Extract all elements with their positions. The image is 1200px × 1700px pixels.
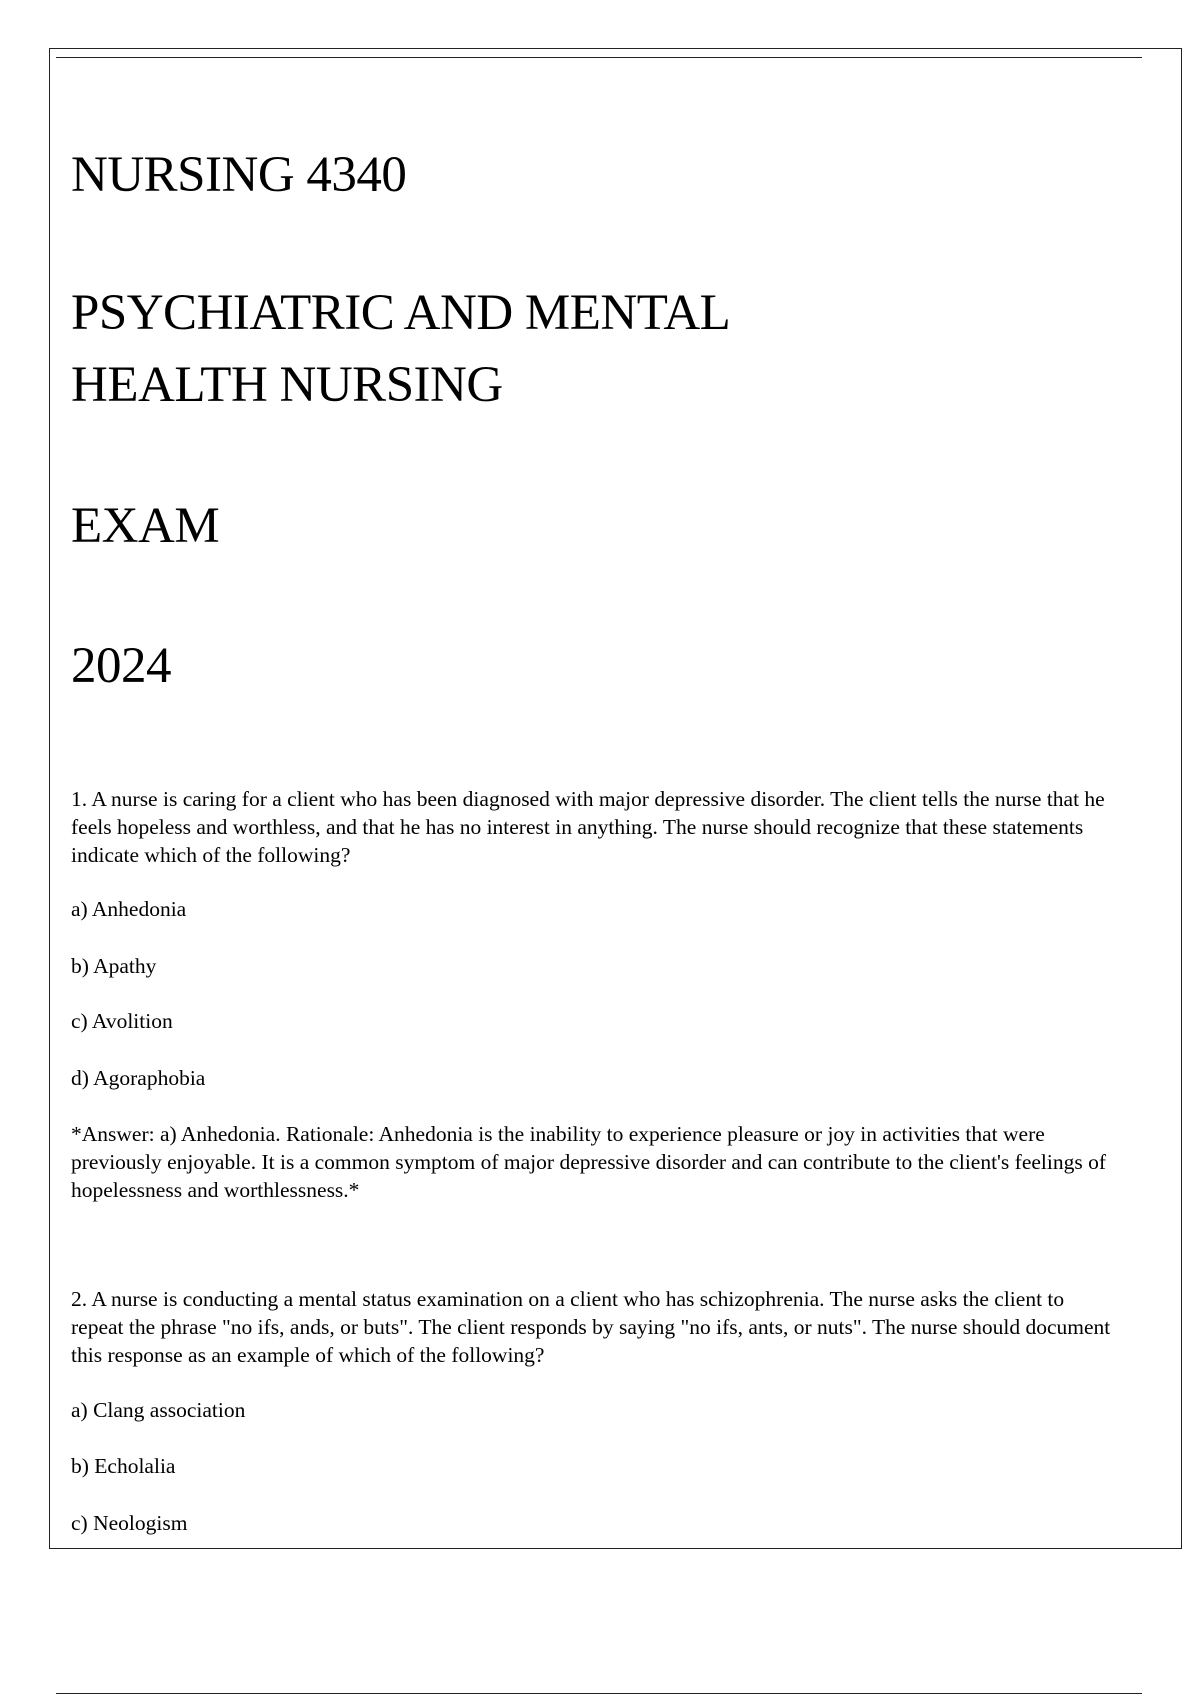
course-number: NURSING 4340 <box>71 147 407 203</box>
question-1-text: 1. A nurse is caring for a client who has been diagnosed with major depressive disorder. The client tells the nurse that he feels hopeless and worthless, and that he has no interest in anything. The nurse should recognize that these statements indicate which of the following? <box>71 787 1105 867</box>
question-2-option-b: b) Echolalia <box>71 1454 176 1478</box>
footer-rule <box>56 1693 1142 1694</box>
question-1-option-c: c) Avolition <box>71 1009 173 1033</box>
question-2-option-c: c) Neologism <box>71 1511 188 1535</box>
exam-year: 2024 <box>71 638 171 694</box>
question-1-option-b: b) Apathy <box>71 954 157 978</box>
question-2-text: 2. A nurse is conducting a mental status examination on a client who has schizophrenia. The nurse asks the client to repeat the phrase "no ifs, ands, or buts". The client responds by saying "no ifs, ants, or nuts". The nurse should document this response as an example of which of the following? <box>71 1287 1111 1367</box>
question-1-option-a: a) Anhedonia <box>71 897 187 921</box>
question-1-answer: *Answer: a) Anhedonia. Rationale: Anhedonia is the inability to experience pleasure or joy in activities that were previously enjoyable. It is a common symptom of major depressive disorder and can contribute to the client's feelings of hopelessness and worthlessness.* <box>71 1122 1107 1202</box>
question-1-option-d: d) Agoraphobia <box>71 1066 206 1090</box>
question-2-option-a: a) Clang association <box>71 1398 246 1422</box>
course-title-line-1: PSYCHIATRIC AND MENTAL <box>71 285 731 341</box>
exam-label: EXAM <box>71 498 220 554</box>
course-title-line-2: HEALTH NURSING <box>71 357 503 413</box>
header-rule <box>56 57 1142 58</box>
